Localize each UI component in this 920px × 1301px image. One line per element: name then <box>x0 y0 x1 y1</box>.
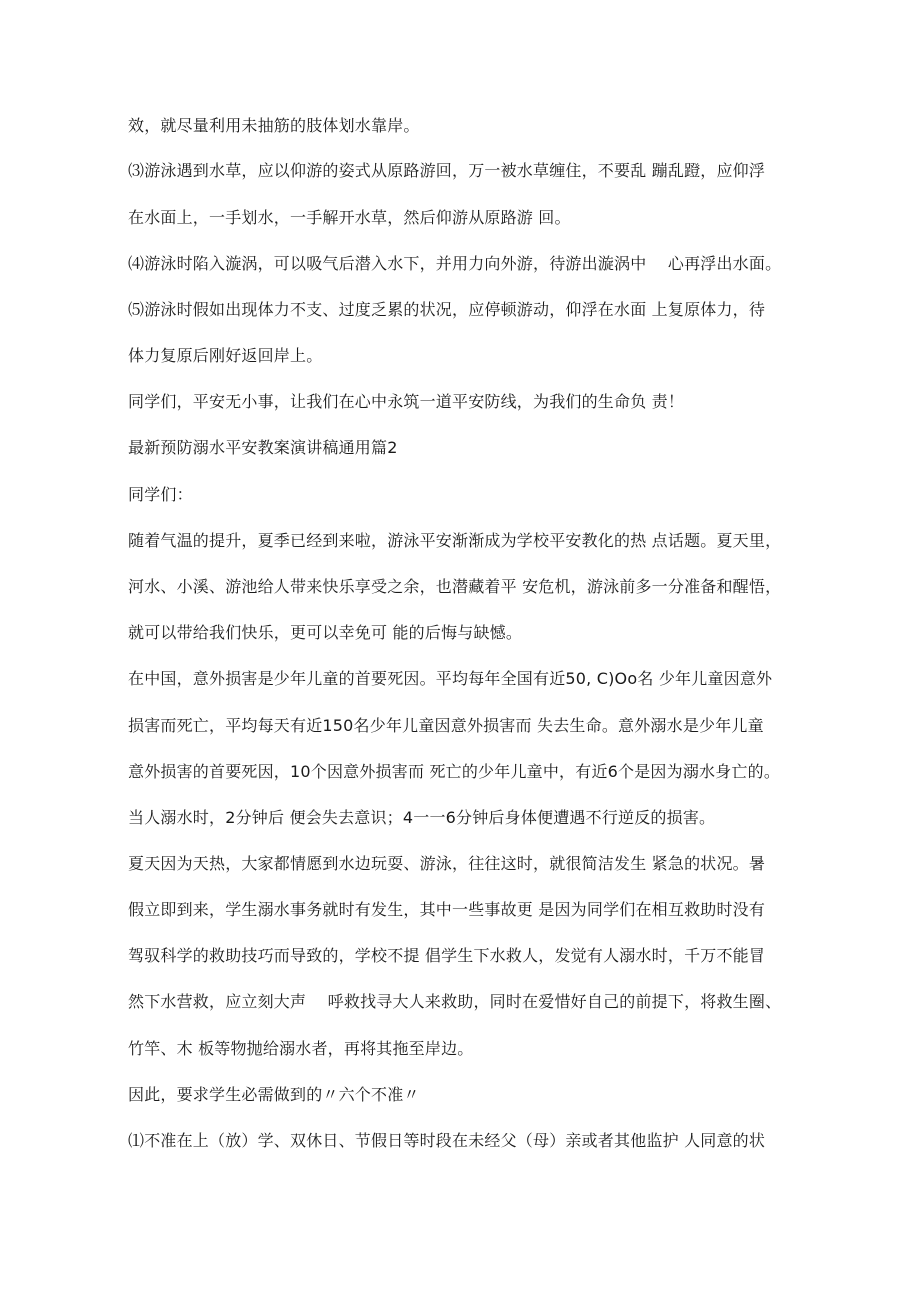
text-line: 随着气温的提升，夏季已经到来啦，游泳平安渐渐成为学校平安教化的热 点话题。夏天里， <box>128 531 782 550</box>
text-line: 竹竿、木 板等物抛给溺水者，再将其拖至岸边。 <box>128 1039 474 1058</box>
text-line: 因此，要求学生必需做到的〃六个不准〃 <box>128 1085 420 1104</box>
text-line: 就可以带给我们快乐，更可以幸免可 能的后悔与缺憾。 <box>128 623 523 642</box>
text-line: 夏天因为天热，大家都情愿到水边玩耍、游泳，往往这时，就很简洁发生 紧急的状况。暑 <box>128 854 766 873</box>
text-line: 体力复原后刚好返回岸上。 <box>128 346 323 365</box>
text-line: 损害而死亡，平均每天有近150名少年儿童因意外损害而 失去生命。意外溺水是少年儿童 <box>128 716 764 735</box>
section-heading: 最新预防溺水平安教案演讲稿通用篇2 <box>128 438 398 457</box>
text-line: 假立即到来，学生溺水事务就时有发生，其中一些事故更 是因为同学们在相互救助时没有 <box>128 900 766 919</box>
text-line: ⑸游泳时假如出现体力不支、过度乏累的状况，应停顿游动，仰浮在水面 上复原体力，待 <box>128 300 766 319</box>
text-line: ⑴不准在上（放）学、双休日、节假日等时段在未经父（母）亲或者其他监护 人同意的状 <box>128 1131 766 1150</box>
text-line: ⑷游泳时陷入漩涡，可以吸气后潜入水下，并用力向外游，待游出漩涡中 心再浮出水面。 <box>128 254 782 273</box>
text-line: 在中国，意外损害是少年儿童的首要死因。平均每年全国有近50, C)Oo名 少年儿童因意外 <box>128 669 773 688</box>
text-line: 当人溺水时，2分钟后 便会失去意识；4一一6分钟后身体便遭遇不行逆反的损害。 <box>128 808 716 827</box>
text-line: 同学们，平安无小事，让我们在心中永筑一道平安防线，为我们的生命负 责！ <box>128 392 685 411</box>
text-line: ⑶游泳遇到水草，应以仰游的姿式从原路游回，万一被水草缠住，不要乱 蹦乱蹬，应仰浮 <box>128 161 766 180</box>
salutation: 同学们： <box>128 485 193 504</box>
text-line: 然下水营救，应立刻大声 呼救找寻大人来救助，同时在爱惜好自己的前提下，将救生圈、 <box>128 992 782 1011</box>
text-line: 河水、小溪、游池给人带来快乐享受之余，也潜藏着平 安危机，游泳前多一分准备和醒悟， <box>128 577 782 596</box>
text-line: 效，就尽量利用未抽筋的肢体划水靠岸。 <box>128 116 420 135</box>
text-line: 在水面上，一手划水，一手解开水草，然后仰游从原路游 回。 <box>128 208 571 227</box>
text-line: 驾驭科学的救助技巧而导致的，学校不提 倡学生下水救人，发觉有人溺水时，千万不能冒 <box>128 946 766 965</box>
text-line: 意外损害的首要死因，10个因意外损害而 死亡的少年儿童中，有近6个是因为溺水身亡的。 <box>128 762 781 781</box>
